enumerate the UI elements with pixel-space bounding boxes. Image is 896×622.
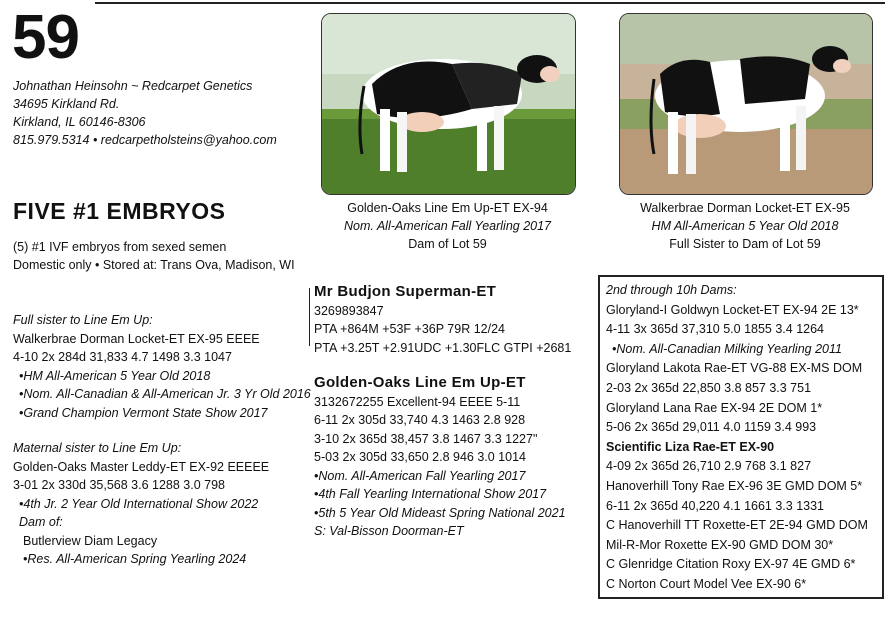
- dam-10-name: C Norton Court Model Vee EX-90 6*: [606, 576, 807, 591]
- dam-honor: •5th 5 Year Old Mideast Spring National 2021: [314, 505, 566, 520]
- dam-6-name: Hanoverhill Tony Rae EX-96 3E GMD DOM 5*: [606, 478, 863, 493]
- dam-honor: •Nom. All-American Fall Yearling 2017: [314, 468, 526, 483]
- full-sister-section: [13, 311, 311, 422]
- dams-heading: 2nd through 10h Dams:: [606, 283, 737, 297]
- maternal-sister-section: [13, 439, 269, 569]
- full-sister-heading: Full sister to Line Em Up:: [13, 313, 153, 327]
- consignor-contact: [13, 77, 277, 149]
- dam-id-line: 3132672255 Excellent-94 EEEE 5-11: [314, 394, 521, 409]
- photo-dam-relation: Dam of Lot 59: [408, 237, 487, 251]
- sire-pta-1: PTA +864M +53F +36P 79R 12/24: [314, 322, 505, 336]
- dam-record: 5-03 2x 305d 33,650 2.8 946 3.0 1014: [314, 450, 526, 464]
- sire-id: 3269893847: [314, 303, 384, 318]
- dam-2-honor: •Nom. All-Canadian Milking Yearling 2011: [612, 341, 842, 356]
- top-rule: [95, 2, 885, 4]
- dam-5-name: Scientific Liza Rae-ET EX-90: [606, 439, 775, 454]
- progeny-honor: •Res. All-American Spring Yearling 2024: [23, 552, 247, 566]
- photo-dam-title: Golden-Oaks Line Em Up-ET EX-94: [347, 201, 548, 215]
- dams-list: [606, 281, 868, 595]
- embryo-desc-line1: (5) #1 IVF embryos from sexed semen: [13, 240, 227, 254]
- dam-6-record: 6-11 2x 365d 40,220 4.1 1661 3.3 1331: [606, 498, 825, 513]
- photo-dam: [321, 13, 576, 195]
- maternal-sister-heading: Maternal sister to Line Em Up:: [13, 441, 182, 455]
- dam-of-label: Dam of:: [19, 515, 63, 529]
- dam-2-record: 4-11 3x 365d 37,310 5.0 1855 3.4 1264: [606, 322, 825, 337]
- divider-line: [309, 288, 310, 346]
- cow-illustration-dam: [322, 14, 575, 194]
- cow-illustration-sister: [620, 14, 872, 194]
- lot-number: 59: [12, 3, 79, 72]
- consignor-city: Kirkland, IL 60146-8306: [13, 115, 146, 129]
- dam-sire-line: S: Val-Bisson Doorman-ET: [314, 524, 464, 538]
- full-sister-honor: •Grand Champion Vermont State Show 2017: [19, 405, 268, 420]
- dam-record: 6-11 2x 305d 33,740 4.3 1463 2.8 928: [314, 413, 526, 427]
- maternal-sister-honor: •4th Jr. 2 Year Old International Show 2022: [19, 496, 259, 511]
- maternal-sister-record: 3-01 2x 330d 35,568 3.6 1288 3.0 798: [13, 478, 225, 492]
- dam-4-name: Gloryland Lana Rae EX-94 2E DOM 1*: [606, 400, 823, 415]
- photo-sister-title: Walkerbrae Dorman Locket-ET EX-95: [640, 201, 850, 215]
- dam-3-record: 2-03 2x 365d 22,850 3.8 857 3.3 751: [606, 380, 812, 395]
- full-sister-name: Walkerbrae Dorman Locket-ET EX-95 EEEE: [13, 331, 260, 346]
- sire-name: Mr Budjon Superman-ET: [314, 283, 497, 300]
- photo-dam-caption: [321, 199, 574, 253]
- lot-headline: FIVE #1 EMBRYOS: [13, 198, 226, 224]
- dam-4-record: 5-06 2x 365d 29,011 4.0 1159 3.4 993: [606, 420, 817, 435]
- maternal-sister-name: Golden-Oaks Master Leddy-ET EX-92 EEEEE: [13, 459, 270, 474]
- sire-pta-2: PTA +3.25T +2.91UDC +1.30FLC GTPI +2681: [314, 340, 572, 355]
- progeny-name: Butlerview Diam Legacy: [23, 533, 158, 548]
- embryo-description: [13, 238, 295, 274]
- embryo-desc-line2: Domestic only • Stored at: Trans Ova, Madison, WI: [13, 258, 295, 272]
- photo-full-sister: [619, 13, 873, 195]
- photo-sister-caption: [619, 199, 871, 253]
- dam-9-name: C Glenridge Citation Roxy EX-97 4E GMD 6*: [606, 557, 856, 572]
- dam-8-name: Mil-R-Mor Roxette EX-90 GMD DOM 30*: [606, 537, 834, 552]
- consignor-phone-email: 815.979.5314 • redcarpetholsteins@yahoo.com: [13, 133, 277, 147]
- dam-section: [314, 374, 566, 541]
- full-sister-honor: •HM All-American 5 Year Old 2018: [19, 368, 211, 383]
- consignor-street: 34695 Kirkland Rd.: [13, 97, 120, 111]
- dam-5-record: 4-09 2x 365d 26,710 2.9 768 3.1 827: [606, 459, 812, 474]
- dam-2-name: Gloryland-I Goldwyn Locket-ET EX-94 2E 13*: [606, 302, 859, 317]
- dam-3-name: Gloryland Lakota Rae-ET VG-88 EX-MS DOM: [606, 361, 863, 376]
- photo-dam-honor: Nom. All-American Fall Yearling 2017: [343, 219, 552, 233]
- photo-sister-honor: HM All-American 5 Year Old 2018: [651, 219, 839, 233]
- sire-section: [314, 283, 571, 357]
- dam-honor: •4th Fall Yearling International Show 2017: [314, 487, 547, 501]
- dam-record: 3-10 2x 365d 38,457 3.8 1467 3.3 1227": [314, 431, 538, 446]
- dams-pedigree-box: [598, 275, 884, 599]
- consignor-name: Johnathan Heinsohn ~ Redcarpet Genetics: [13, 79, 253, 93]
- full-sister-honor: •Nom. All-Canadian & All-American Jr. 3 Yr Old 2016: [19, 387, 311, 401]
- dam-name: Golden-Oaks Line Em Up-ET: [314, 374, 526, 391]
- full-sister-record: 4-10 2x 284d 31,833 4.7 1498 3.3 1047: [13, 350, 232, 364]
- photo-sister-relation: Full Sister to Dam of Lot 59: [669, 237, 821, 251]
- dam-7-name: C Hanoverhill TT Roxette-ET 2E-94 GMD DOM: [606, 518, 868, 533]
